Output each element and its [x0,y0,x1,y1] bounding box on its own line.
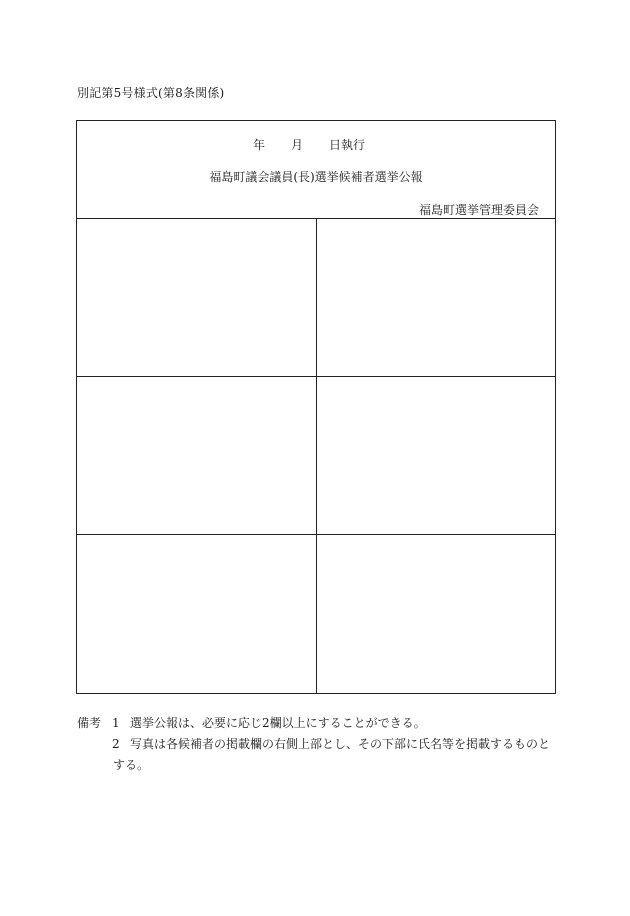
date-month: 月 [290,138,303,152]
bulletin-header [77,121,555,219]
remark-item [77,734,567,755]
remark-text-continuation: する。 [113,758,150,772]
election-bulletin-form [76,120,556,694]
date-day-exec: 日執行 [329,138,366,152]
remarks-label: 備考 [77,716,102,730]
candidate-slot [317,218,555,377]
election-date-line [77,136,555,153]
candidate-slot [317,377,555,536]
candidate-grid [77,218,555,694]
bulletin-title: 福島町議会議員(長)選挙候補者選挙公報 [209,170,423,184]
remark-item [77,713,567,734]
remark-text: 写真は各候補者の掲載欄の右側上部とし、その下部に氏名等を掲載するものと [130,737,551,751]
candidate-slot [77,377,317,536]
issuer-name: 福島町選挙管理委員会 [418,203,539,217]
remark-text: 選挙公報は、必要に応じ2欄以上にすることができる。 [130,716,426,730]
candidate-slot [77,535,317,694]
remarks-section [77,713,567,776]
candidate-slot [77,218,317,377]
remark-number: 1 [112,716,120,730]
remark-number: 2 [112,737,120,751]
form-reference: 別記第5号様式(第8条関係) [77,86,225,100]
remark-continuation [77,755,567,776]
date-year: 年 [252,138,265,152]
candidate-slot [317,535,555,694]
